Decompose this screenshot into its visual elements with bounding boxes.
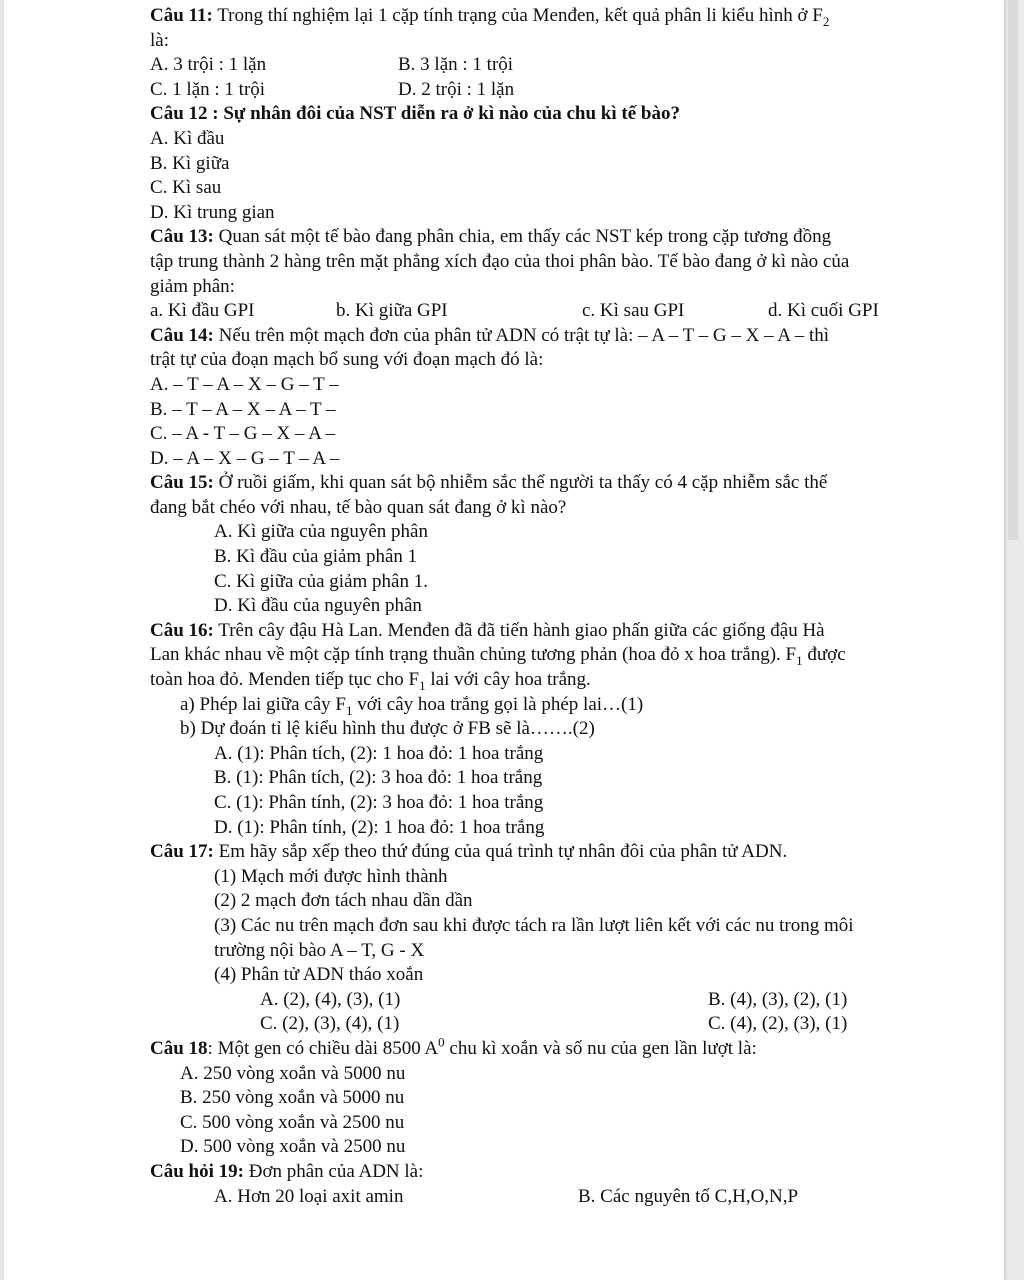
q17-step-1: (1) Mạch mới được hình thành [214, 865, 448, 887]
q16-label: Câu 16: [150, 619, 214, 641]
q15-option-c: C. Kì giữa của giảm phân 1. [214, 570, 428, 592]
q17-label: Câu 17: [150, 841, 214, 863]
q16-stem-line2 [150, 643, 970, 668]
q15-text-1: Ở ruồi giấm, khi quan sát bộ nhiễm sắc thể người ta thấy có 4 cặp nhiễm sắc thể [213, 472, 828, 494]
q17-step-3: (3) Các nu trên mạch đơn sau khi được tách ra lần lượt liên kết với các nu trong môi [214, 914, 854, 936]
q15-option-a: A. Kì giữa của nguyên phân [214, 521, 428, 543]
q13-label: Câu 13: [150, 226, 214, 248]
q17-step-2: (2) 2 mạch đơn tách nhau dần dần [214, 890, 473, 912]
q12-question: Câu 12 : Sự nhân đôi của NST diễn ra ở kì nào của chu kì tế bào? [150, 103, 680, 125]
q16-option-a: A. (1): Phân tích, (2): 1 hoa đỏ: 1 hoa trắng [214, 742, 544, 764]
q14-text-1: Nếu trên một mạch đơn của phân tử ADN có trật tự là: – A – T – G – X – A – thì [213, 324, 830, 346]
vertical-scrollbar[interactable] [1008, 0, 1018, 540]
q15-stem-line2: đang bắt chéo với nhau, tế bào quan sát đang ở kì nào? [150, 496, 567, 518]
q14-option-d: D. – A – X – G – T – A – [150, 447, 340, 469]
q11-stem-line2: là: [150, 29, 169, 51]
q12-option-c: C. Kì sau [150, 177, 222, 199]
q14-option-a: A. – T – A – X – G – T – [150, 373, 339, 395]
q18-option-a: A. 250 vòng xoắn và 5000 nu [180, 1062, 406, 1084]
q18-text: : Một gen có chiều dài 8500 A [207, 1037, 439, 1059]
q13-text-1: Quan sát một tế bào đang phân chia, em thấy các NST kép trong cặp tương đồng [213, 226, 832, 248]
q13-stem-line1 [150, 225, 970, 250]
q16-part-b: b) Dự đoán tỉ lệ kiểu hình thu được ở FB sẽ là…….(2) [180, 718, 595, 740]
q18-label: Câu 18 [150, 1037, 208, 1059]
q11-option-b: B. 3 lặn : 1 trội [398, 54, 514, 76]
q13-stem-line3: giảm phân: [150, 275, 235, 297]
q15-label: Câu 15: [150, 472, 214, 494]
q13-option-b: b. Kì giữa GPI [336, 300, 448, 322]
q17-step-4: (4) Phân tử ADN tháo xoắn [214, 964, 424, 986]
q16-part-a-sub: 1 [345, 702, 353, 718]
q17-option-d: C. (4), (2), (3), (1) [708, 1013, 848, 1035]
q16-option-d: D. (1): Phân tính, (2): 1 hoa đỏ: 1 hoa trắng [214, 816, 545, 838]
q17-step-3-cont: trường nội bào A – T, G - X [214, 939, 425, 961]
q13-option-d: d. Kì cuối GPI [768, 300, 879, 322]
q16-part-a-text: a) Phép lai giữa cây F [180, 693, 346, 715]
q18-stem [150, 1034, 970, 1062]
document-content [150, 4, 970, 1209]
q18-text-b: chu kì xoắn và số nu của gen lần lượt là: [444, 1037, 757, 1059]
q11-options-row2 [150, 78, 970, 103]
q18-option-d: D. 500 vòng xoắn và 2500 nu [180, 1136, 406, 1158]
q16-option-b: B. (1): Phân tích, (2): 3 hoa đỏ: 1 hoa trắng [214, 767, 543, 789]
q18-option-b: B. 250 vòng xoắn và 5000 nu [180, 1087, 405, 1109]
q19-label: Câu hỏi 19: [150, 1160, 244, 1182]
q15-option-b: B. Kì đầu của giảm phân 1 [214, 546, 418, 568]
q19-options-row [150, 1185, 970, 1210]
q17-option-b: B. (4), (3), (2), (1) [708, 988, 848, 1010]
q13-option-c: c. Kì sau GPI [582, 300, 685, 322]
q11-stem [150, 4, 970, 29]
q16-text-1: Trên cây đậu Hà Lan. Menđen đã đã tiến hành giao phấn giữa các giống đậu Hà [213, 619, 825, 641]
q12-option-b: B. Kì giữa [150, 152, 230, 174]
q16-option-c: C. (1): Phân tính, (2): 3 hoa đỏ: 1 hoa trắng [214, 792, 544, 813]
q17-option-c: C. (2), (3), (4), (1) [260, 1013, 400, 1035]
q11-option-a: A. 3 trội : 1 lặn [150, 54, 267, 76]
q16-text-2: Lan khác nhau về một cặp tính trạng thuần chủng tương phản (hoa đỏ x hoa trắng). F [150, 644, 797, 666]
q19-text: Đơn phân của ADN là: [243, 1160, 424, 1182]
q14-stem-line1 [150, 324, 970, 349]
q16-part-a [150, 693, 970, 718]
q16-sub-2: 1 [796, 653, 803, 669]
q16-sub-3: 1 [419, 677, 426, 693]
q14-option-c: C. – A - T – G – X – A – [150, 423, 336, 445]
q18-sup: 0 [438, 1034, 445, 1050]
q19-stem [150, 1160, 970, 1185]
q16-stem-line3 [150, 668, 970, 693]
q17-option-a: A. (2), (4), (3), (1) [260, 988, 401, 1010]
q13-option-a: a. Kì đầu GPI [150, 300, 255, 322]
q13-options-row [150, 299, 970, 324]
q16-text-2b: được [802, 644, 846, 666]
q12-option-a: A. Kì đầu [150, 127, 225, 149]
q18-option-c: C. 500 vòng xoắn và 2500 nu [180, 1111, 405, 1133]
q14-stem-line2: trật tự của đoạn mạch bổ sung với đoạn mạch đó là: [150, 349, 544, 371]
q16-stem-line1 [150, 619, 970, 644]
q16-text-3: toàn hoa đỏ. Menden tiếp tục cho F [150, 669, 420, 691]
q13-stem-line2: tập trung thành 2 hàng trên mặt phẳng xích đạo của thoi phân bào. Tế bào đang ở kì nào của [150, 250, 850, 272]
q12-option-d: D. Kì trung gian [150, 201, 275, 223]
q11-option-d: D. 2 trội : 1 lặn [398, 78, 515, 100]
document-page [4, 0, 1004, 1280]
q11-options-row1 [150, 53, 970, 78]
q11-label: Câu 11: [150, 5, 213, 26]
q15-option-d: D. Kì đầu của nguyên phân [214, 595, 422, 617]
q17-stem [150, 840, 970, 865]
q17-text: Em hãy sắp xếp theo thứ đúng của quá trình tự nhân đôi của phân tử ADN. [213, 841, 788, 863]
q16-text-3b: lai với cây hoa trắng. [425, 669, 591, 691]
q11-sub: 2 [822, 13, 830, 29]
q19-option-b: B. Các nguyên tố C,H,O,N,P [578, 1185, 799, 1207]
q11-text: Trong thí nghiệm lại 1 cặp tính trạng của Menđen, kết quả phân li kiểu hình ở F [212, 5, 823, 26]
q17-options-row1 [150, 988, 970, 1013]
q11-option-c: C. 1 lặn : 1 trội [150, 78, 266, 100]
q14-option-b: B. – T – A – X – A – T – [150, 398, 336, 420]
q15-stem-line1 [150, 471, 970, 496]
q19-option-a: A. Hơn 20 loại axit amin [214, 1185, 404, 1207]
q17-options-row2 [150, 1012, 970, 1037]
q16-part-a-text-b: với cây hoa trắng gọi là phép lai…(1) [352, 693, 644, 715]
q14-label: Câu 14: [150, 324, 214, 346]
